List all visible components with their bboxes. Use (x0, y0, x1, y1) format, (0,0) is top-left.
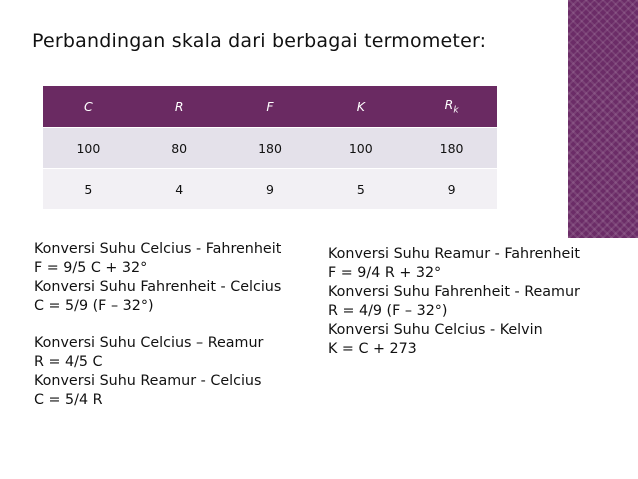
table-header-row (43, 86, 497, 128)
conversion-block-right (328, 245, 580, 359)
page-title: Perbandingan skala dari berbagai termometer: (32, 30, 487, 52)
conversion-block-celsius-fahrenheit (34, 240, 281, 316)
conversion-formula: K = C + 273 (328, 341, 417, 357)
decorative-side-band (568, 0, 638, 238)
table-cell: 100 (43, 128, 134, 169)
conversion-heading: Konversi Suhu Fahrenheit - Reamur (328, 284, 580, 300)
conversion-heading: Konversi Suhu Fahrenheit - Celcius (34, 279, 282, 295)
table-cell: 9 (406, 169, 497, 210)
thermometer-scale-table (43, 86, 497, 209)
conversion-formula: R = 4/5 C (34, 354, 103, 370)
table-cell: 5 (43, 169, 134, 210)
table-cell: 80 (134, 128, 225, 169)
table-row (43, 169, 497, 210)
conversion-formula: F = 9/5 C + 32° (34, 260, 148, 276)
conversion-heading: Konversi Suhu Celcius - Fahrenheit (34, 241, 282, 257)
conversion-formula: C = 5/4 R (34, 392, 103, 408)
header-rankine (406, 86, 497, 128)
table-cell: 5 (315, 169, 406, 210)
table-cell: 100 (315, 128, 406, 169)
header-reamur: R (134, 86, 225, 128)
table-row (43, 128, 497, 169)
conversion-formula: R = 4/9 (F – 32°) (328, 303, 448, 319)
table-cell: 180 (406, 128, 497, 169)
conversion-heading: Konversi Suhu Reamur - Celcius (34, 373, 262, 389)
header-kelvin: K (315, 86, 406, 128)
conversion-formula: F = 9/4 R + 32° (328, 265, 442, 281)
header-celsius: C (43, 86, 134, 128)
conversion-heading: Konversi Suhu Reamur - Fahrenheit (328, 246, 580, 262)
conversion-block-celsius-reamur (34, 334, 263, 410)
header-rankine-letter: R (444, 97, 454, 113)
header-rankine-subscript: k (453, 105, 459, 116)
header-fahrenheit: F (225, 86, 316, 128)
conversion-heading: Konversi Suhu Celcius – Reamur (34, 335, 264, 351)
conversion-heading: Konversi Suhu Celcius - Kelvin (328, 322, 543, 338)
table-cell: 4 (134, 169, 225, 210)
table-cell: 180 (225, 128, 316, 169)
conversion-formula: C = 5/9 (F – 32°) (34, 298, 154, 314)
table-cell: 9 (225, 169, 316, 210)
